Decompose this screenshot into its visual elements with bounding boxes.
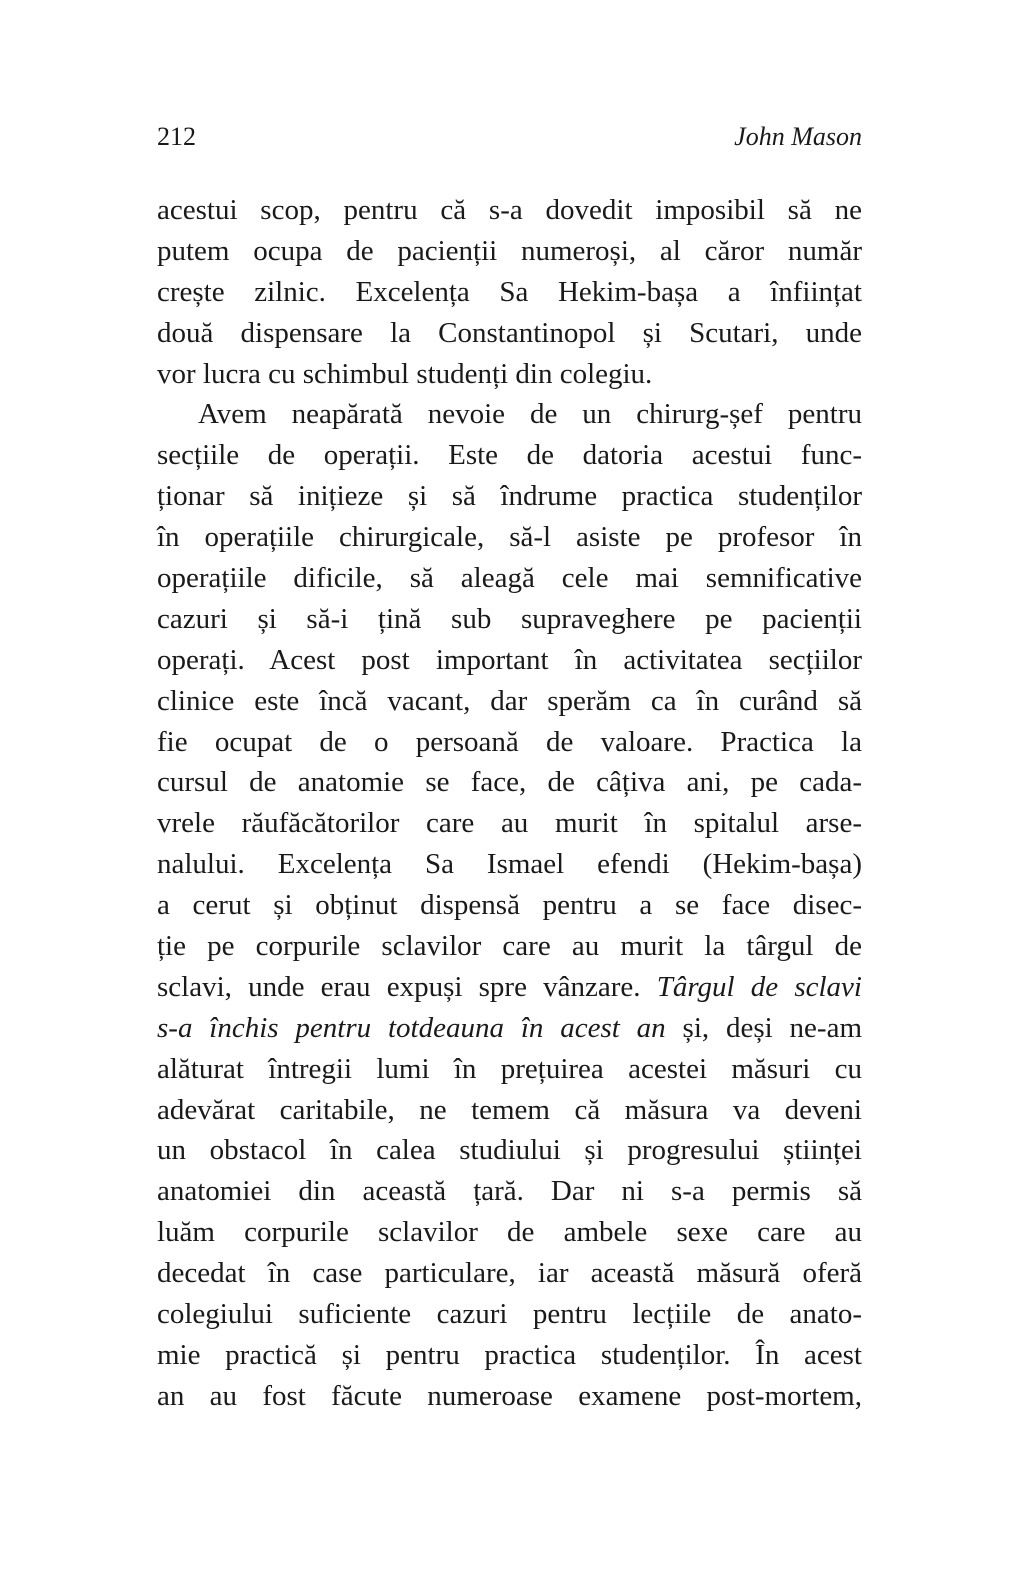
text-line	[157, 476, 862, 517]
text: vrele răufăcătorilor care au murit în spitalul arse-	[157, 807, 862, 840]
text-line	[157, 640, 862, 681]
text-line	[157, 722, 862, 763]
text: a cerut și obținut dispensă pentru a se face disec-	[157, 889, 862, 922]
text-line	[157, 394, 862, 435]
text: un obstacol în calea studiului și progresului științei	[157, 1134, 862, 1167]
text: alăturat întregii lumi în prețuirea acestei măsuri cu	[157, 1052, 862, 1085]
text-line	[157, 231, 862, 272]
text-line	[157, 926, 862, 967]
text-line	[157, 272, 862, 313]
text: Avem neapărată nevoie de un chirurg-șef pentru	[198, 398, 862, 431]
text: adevărat caritabile, ne temem că măsura va deveni	[157, 1093, 862, 1126]
text-line	[157, 1376, 862, 1417]
text: operați. Acest post important în activitatea secțiilor	[157, 643, 862, 676]
text: acestui scop, pentru că s-a dovedit imposibil să ne	[157, 194, 862, 226]
text-line	[157, 354, 862, 395]
text-line	[157, 190, 862, 231]
text: și, deși ne-am	[665, 1011, 863, 1044]
page-number: 212	[157, 122, 196, 151]
text-line	[157, 967, 862, 1008]
italic-text: Târgul de sclavi	[656, 970, 862, 1003]
text: colegiului suficiente cazuri pentru lecțiile de anato-	[157, 1298, 862, 1331]
text-line	[157, 1253, 862, 1294]
text-line	[157, 1335, 862, 1376]
text-line	[157, 435, 862, 476]
text-line	[157, 558, 862, 599]
text: cursul de anatomie se face, de câțiva ani, pe cada-	[157, 766, 862, 799]
text: operațiile dificile, să aleagă cele mai semnificative	[157, 562, 862, 595]
text-line	[157, 1130, 862, 1171]
text-line	[157, 1212, 862, 1253]
text: luăm corpurile sclavilor de ambele sexe care au	[157, 1216, 862, 1249]
text-line	[157, 762, 862, 803]
text: crește zilnic. Excelența Sa Hekim-bașa a înființat	[157, 275, 862, 308]
text-line	[157, 1090, 862, 1131]
text-line	[157, 844, 862, 885]
text: secțiile de operații. Este de datoria acestui func-	[157, 439, 862, 472]
text: clinice este încă vacant, dar sperăm ca în curând să	[157, 684, 862, 717]
text: an au fost făcute numeroase examene post-mortem,	[157, 1379, 862, 1412]
text-line	[157, 885, 862, 926]
text-line	[157, 1008, 862, 1049]
text-line	[157, 1171, 862, 1212]
text: putem ocupa de pacienții numeroși, al căror număr	[157, 234, 862, 267]
text-line	[157, 803, 862, 844]
text: mie practică și pentru practica studenților. În acest	[157, 1338, 862, 1371]
text: ționar să inițieze și să îndrume practica studenților	[157, 480, 862, 513]
text: în operațiile chirurgicale, să-l asiste pe profesor în	[157, 521, 862, 554]
text: vor lucra cu schimbul studenți din colegiu.	[157, 357, 653, 390]
text: fie ocupat de o persoană de valoare. Practica la	[157, 725, 862, 758]
text-line	[157, 681, 862, 722]
text: ție pe corpurile sclavilor care au murit la târgul de	[157, 930, 862, 963]
italic-text: s-a închis pentru totdeauna în acest an	[157, 1011, 666, 1044]
text: anatomiei din această țară. Dar ni s-a permis să	[157, 1175, 862, 1208]
text-line	[157, 1049, 862, 1090]
text: două dispensare la Constantinopol și Scutari, unde	[157, 316, 862, 349]
text-line	[157, 517, 862, 558]
text-line	[157, 599, 862, 640]
body-text	[157, 190, 862, 1417]
text: cazuri și să-i țină sub supraveghere pe pacienții	[157, 602, 862, 635]
text-line	[157, 313, 862, 354]
text: sclavi, unde erau expuși spre vânzare.	[157, 970, 657, 1003]
text: nalului. Excelența Sa Ismael efendi (Hekim-bașa)	[157, 848, 862, 881]
text: decedat în case particulare, iar această măsură oferă	[157, 1257, 862, 1290]
text-line	[157, 1294, 862, 1335]
running-header-author: John Mason	[734, 122, 862, 151]
